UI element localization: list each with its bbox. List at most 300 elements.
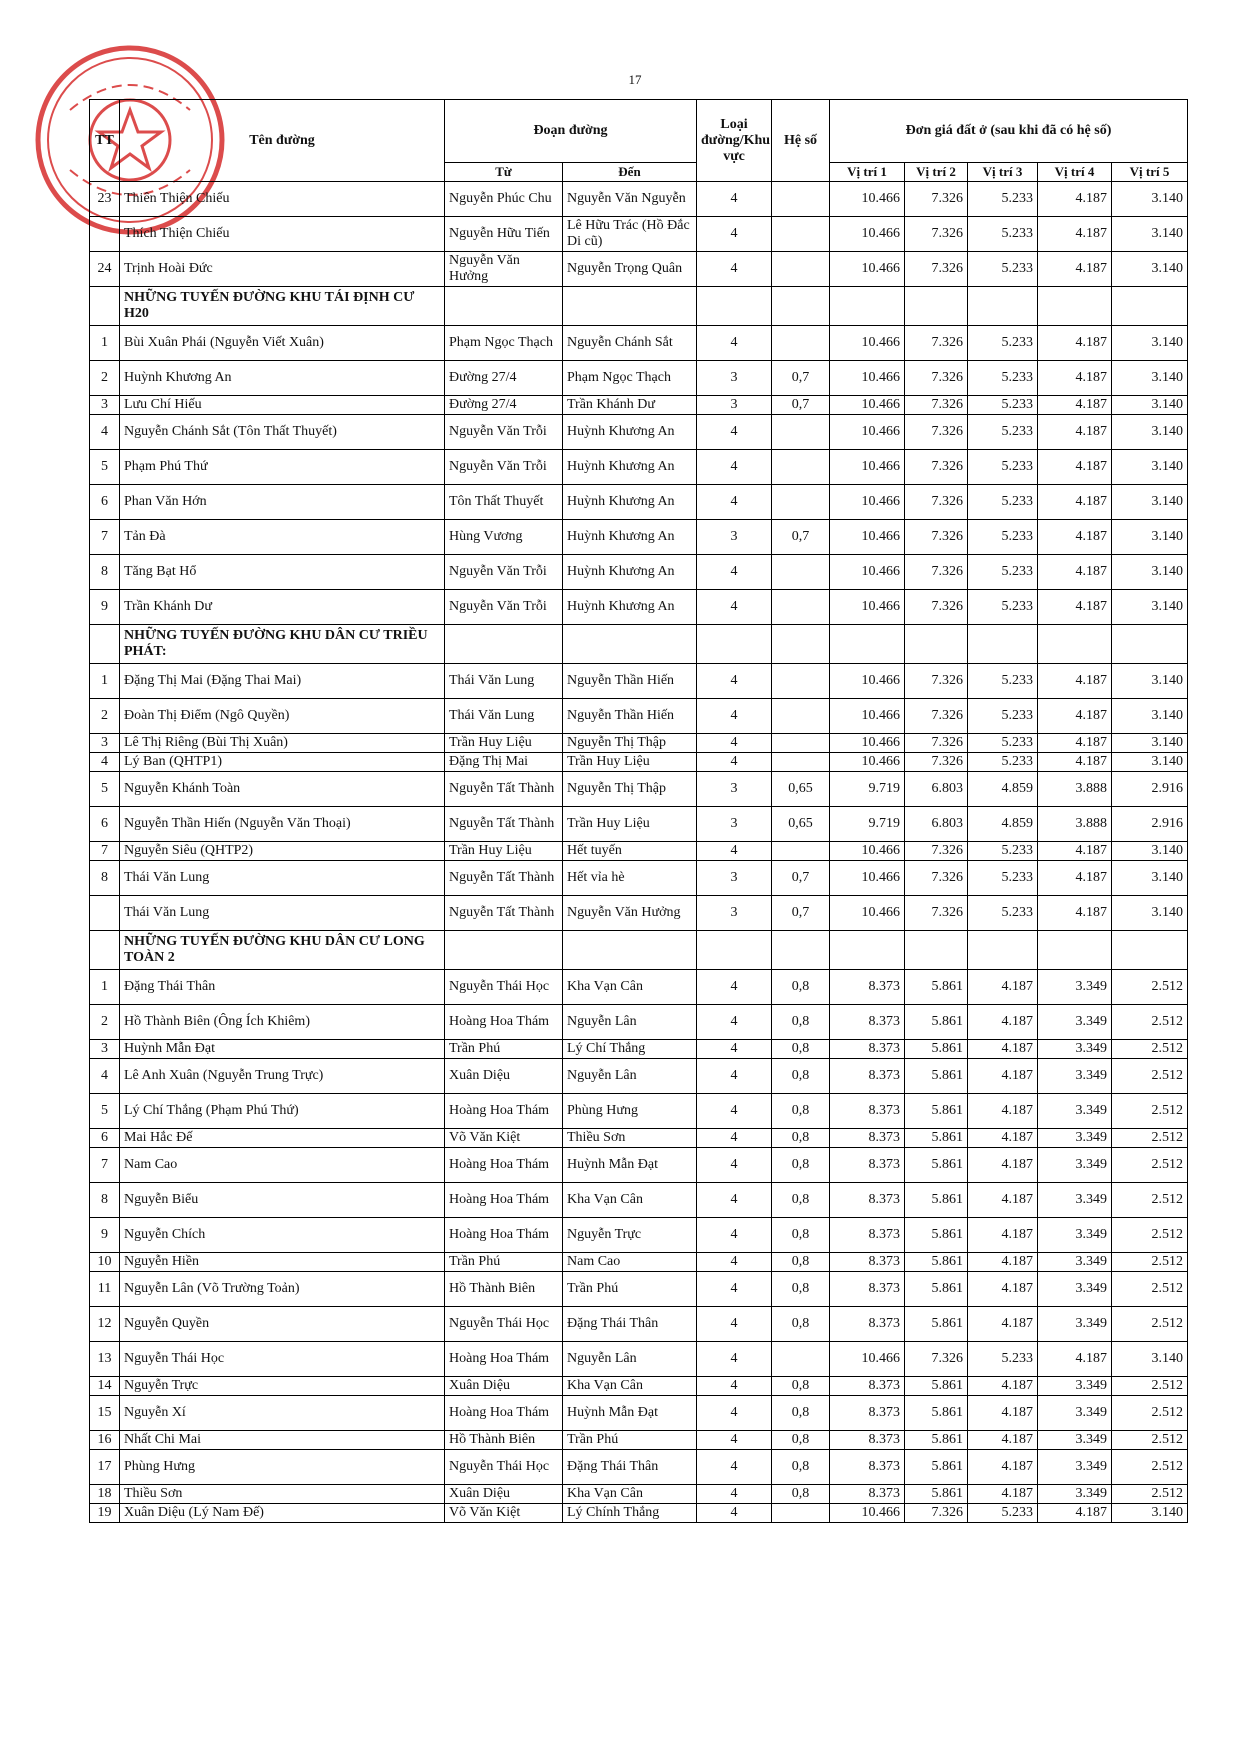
road-type: 3 bbox=[697, 807, 772, 842]
price-position-2: 5.861 bbox=[905, 1431, 968, 1450]
coefficient: 0,65 bbox=[772, 807, 830, 842]
header-segment: Đoạn đường bbox=[445, 100, 697, 163]
segment-from: Nguyễn Phúc Chu bbox=[445, 182, 563, 217]
segment-to: Kha Vạn Cân bbox=[563, 1377, 697, 1396]
price-position-4: 4.187 bbox=[1038, 217, 1112, 252]
segment-from: Hoàng Hoa Thám bbox=[445, 1183, 563, 1218]
price-position-1: 10.466 bbox=[830, 753, 905, 772]
price-position-1: 8.373 bbox=[830, 1396, 905, 1431]
table-row bbox=[90, 520, 1188, 555]
row-number: 7 bbox=[90, 842, 120, 861]
table-cell bbox=[830, 931, 905, 970]
price-position-5: 2.512 bbox=[1112, 1377, 1188, 1396]
street-name: Nguyễn Quyền bbox=[120, 1307, 445, 1342]
segment-to: Nguyễn Thị Thập bbox=[563, 734, 697, 753]
table-cell bbox=[830, 287, 905, 326]
price-position-5: 2.512 bbox=[1112, 1253, 1188, 1272]
price-position-4: 3.349 bbox=[1038, 1485, 1112, 1504]
table-row bbox=[90, 807, 1188, 842]
table-cell bbox=[968, 931, 1038, 970]
segment-to: Nam Cao bbox=[563, 1253, 697, 1272]
price-position-5: 3.140 bbox=[1112, 217, 1188, 252]
segment-to: Huỳnh Khương An bbox=[563, 520, 697, 555]
price-position-5: 3.140 bbox=[1112, 396, 1188, 415]
segment-to: Lý Chí Thắng bbox=[563, 1040, 697, 1059]
section-header-row bbox=[90, 625, 1188, 664]
segment-to: Kha Vạn Cân bbox=[563, 1183, 697, 1218]
segment-to: Nguyễn Văn Nguyễn bbox=[563, 182, 697, 217]
segment-from: Nguyễn Văn Trỗi bbox=[445, 555, 563, 590]
segment-from: Tôn Thất Thuyết bbox=[445, 485, 563, 520]
row-number: 1 bbox=[90, 326, 120, 361]
segment-to: Hết tuyến bbox=[563, 842, 697, 861]
table-row bbox=[90, 664, 1188, 699]
segment-from: Nguyễn Tất Thành bbox=[445, 896, 563, 931]
price-position-3: 5.233 bbox=[968, 415, 1038, 450]
section-title: NHỮNG TUYẾN ĐƯỜNG KHU TÁI ĐỊNH CƯ H20 bbox=[120, 287, 445, 326]
price-position-1: 10.466 bbox=[830, 1342, 905, 1377]
segment-from: Nguyễn Văn Trỗi bbox=[445, 590, 563, 625]
price-position-2: 5.861 bbox=[905, 1307, 968, 1342]
table-cell bbox=[697, 287, 772, 326]
price-position-4: 3.349 bbox=[1038, 1040, 1112, 1059]
row-number: 8 bbox=[90, 555, 120, 590]
street-name: Lê Thị Riêng (Bùi Thị Xuân) bbox=[120, 734, 445, 753]
segment-to: Nguyễn Thần Hiến bbox=[563, 699, 697, 734]
coefficient bbox=[772, 1504, 830, 1523]
row-number: 23 bbox=[90, 182, 120, 217]
price-position-3: 5.233 bbox=[968, 520, 1038, 555]
price-position-1: 10.466 bbox=[830, 396, 905, 415]
segment-to: Huỳnh Khương An bbox=[563, 485, 697, 520]
price-position-4: 3.888 bbox=[1038, 807, 1112, 842]
segment-from: Hoàng Hoa Thám bbox=[445, 1094, 563, 1129]
row-number: 2 bbox=[90, 699, 120, 734]
coefficient: 0,8 bbox=[772, 1396, 830, 1431]
street-name: Đặng Thị Mai (Đặng Thai Mai) bbox=[120, 664, 445, 699]
street-name: Nhất Chi Mai bbox=[120, 1431, 445, 1450]
price-position-3: 4.187 bbox=[968, 1396, 1038, 1431]
segment-from: Hùng Vương bbox=[445, 520, 563, 555]
coefficient: 0,7 bbox=[772, 361, 830, 396]
segment-from: Nguyễn Tất Thành bbox=[445, 807, 563, 842]
price-position-3: 4.187 bbox=[968, 1005, 1038, 1040]
coefficient bbox=[772, 485, 830, 520]
table-row bbox=[90, 1148, 1188, 1183]
price-position-3: 4.187 bbox=[968, 1431, 1038, 1450]
price-position-5: 3.140 bbox=[1112, 450, 1188, 485]
road-type: 3 bbox=[697, 772, 772, 807]
price-position-4: 4.187 bbox=[1038, 555, 1112, 590]
row-number: 15 bbox=[90, 1396, 120, 1431]
street-name: Thái Văn Lung bbox=[120, 861, 445, 896]
row-number: 8 bbox=[90, 1183, 120, 1218]
coefficient bbox=[772, 252, 830, 287]
segment-to: Huỳnh Mẫn Đạt bbox=[563, 1148, 697, 1183]
table-row bbox=[90, 415, 1188, 450]
table-row bbox=[90, 1431, 1188, 1450]
price-position-3: 5.233 bbox=[968, 361, 1038, 396]
price-position-2: 7.326 bbox=[905, 252, 968, 287]
street-name: Lý Ban (QHTP1) bbox=[120, 753, 445, 772]
price-position-5: 2.512 bbox=[1112, 1218, 1188, 1253]
price-position-1: 10.466 bbox=[830, 252, 905, 287]
price-position-4: 4.187 bbox=[1038, 520, 1112, 555]
row-number: 6 bbox=[90, 807, 120, 842]
coefficient: 0,8 bbox=[772, 1094, 830, 1129]
header-to: Đến bbox=[563, 163, 697, 182]
price-position-3: 5.233 bbox=[968, 326, 1038, 361]
table-row bbox=[90, 1183, 1188, 1218]
row-number: 13 bbox=[90, 1342, 120, 1377]
segment-to: Nguyễn Trực bbox=[563, 1218, 697, 1253]
price-position-1: 10.466 bbox=[830, 415, 905, 450]
price-position-1: 10.466 bbox=[830, 734, 905, 753]
price-position-4: 3.349 bbox=[1038, 1183, 1112, 1218]
price-position-4: 3.349 bbox=[1038, 1005, 1112, 1040]
row-number bbox=[90, 896, 120, 931]
price-position-4: 4.187 bbox=[1038, 842, 1112, 861]
row-number: 9 bbox=[90, 590, 120, 625]
table-row bbox=[90, 1504, 1188, 1523]
price-position-5: 3.140 bbox=[1112, 734, 1188, 753]
table-cell bbox=[772, 287, 830, 326]
price-position-4: 4.187 bbox=[1038, 182, 1112, 217]
price-position-3: 4.859 bbox=[968, 772, 1038, 807]
header-position-4: Vị trí 4 bbox=[1038, 163, 1112, 182]
price-position-2: 5.861 bbox=[905, 1129, 968, 1148]
table-cell bbox=[563, 625, 697, 664]
price-position-1: 8.373 bbox=[830, 1485, 905, 1504]
land-price-table bbox=[89, 99, 1188, 1523]
price-position-2: 7.326 bbox=[905, 182, 968, 217]
price-position-2: 5.861 bbox=[905, 1148, 968, 1183]
table-row bbox=[90, 1450, 1188, 1485]
coefficient: 0,8 bbox=[772, 970, 830, 1005]
segment-from: Hoàng Hoa Thám bbox=[445, 1396, 563, 1431]
road-type: 4 bbox=[697, 1377, 772, 1396]
street-name: Thích Thiện Chiếu bbox=[120, 217, 445, 252]
coefficient: 0,8 bbox=[772, 1450, 830, 1485]
street-name: Bùi Xuân Phái (Nguyễn Viết Xuân) bbox=[120, 326, 445, 361]
coefficient: 0,8 bbox=[772, 1148, 830, 1183]
table-row bbox=[90, 699, 1188, 734]
table-row bbox=[90, 485, 1188, 520]
row-number: 6 bbox=[90, 1129, 120, 1148]
price-position-4: 4.187 bbox=[1038, 861, 1112, 896]
table-cell bbox=[90, 931, 120, 970]
table-cell bbox=[1112, 625, 1188, 664]
price-position-3: 5.233 bbox=[968, 555, 1038, 590]
price-position-1: 10.466 bbox=[830, 450, 905, 485]
segment-to: Huỳnh Khương An bbox=[563, 590, 697, 625]
row-number: 9 bbox=[90, 1218, 120, 1253]
road-type: 3 bbox=[697, 520, 772, 555]
road-type: 4 bbox=[697, 217, 772, 252]
price-position-5: 2.512 bbox=[1112, 1059, 1188, 1094]
price-position-5: 2.512 bbox=[1112, 1094, 1188, 1129]
price-position-3: 5.233 bbox=[968, 734, 1038, 753]
section-title: NHỮNG TUYẾN ĐƯỜNG KHU DÂN CƯ TRIỀU PHÁT: bbox=[120, 625, 445, 664]
road-type: 4 bbox=[697, 1129, 772, 1148]
table-row bbox=[90, 450, 1188, 485]
price-position-2: 5.861 bbox=[905, 1183, 968, 1218]
road-type: 4 bbox=[697, 485, 772, 520]
price-position-5: 2.512 bbox=[1112, 1431, 1188, 1450]
price-position-2: 6.803 bbox=[905, 772, 968, 807]
table-row bbox=[90, 1307, 1188, 1342]
street-name: Trần Khánh Dư bbox=[120, 590, 445, 625]
road-type: 4 bbox=[697, 1059, 772, 1094]
segment-to: Nguyễn Lân bbox=[563, 1342, 697, 1377]
header-unit-price: Đơn giá đất ở (sau khi đã có hệ số) bbox=[830, 100, 1188, 163]
segment-from: Trần Phú bbox=[445, 1040, 563, 1059]
table-row bbox=[90, 1396, 1188, 1431]
table-row bbox=[90, 590, 1188, 625]
segment-from: Nguyễn Tất Thành bbox=[445, 772, 563, 807]
table-cell bbox=[772, 625, 830, 664]
price-position-2: 5.861 bbox=[905, 1450, 968, 1485]
price-position-3: 5.233 bbox=[968, 699, 1038, 734]
price-position-2: 5.861 bbox=[905, 1218, 968, 1253]
price-position-4: 4.187 bbox=[1038, 734, 1112, 753]
price-position-1: 10.466 bbox=[830, 520, 905, 555]
price-position-5: 3.140 bbox=[1112, 664, 1188, 699]
price-position-1: 10.466 bbox=[830, 590, 905, 625]
coefficient: 0,8 bbox=[772, 1218, 830, 1253]
header-road-type: Loại đường/Khu vực bbox=[697, 100, 772, 182]
price-position-1: 10.466 bbox=[830, 182, 905, 217]
road-type: 4 bbox=[697, 252, 772, 287]
row-number: 6 bbox=[90, 485, 120, 520]
segment-from: Trần Huy Liệu bbox=[445, 734, 563, 753]
table-cell bbox=[697, 625, 772, 664]
table-row bbox=[90, 1342, 1188, 1377]
price-position-2: 5.861 bbox=[905, 1272, 968, 1307]
price-position-2: 7.326 bbox=[905, 485, 968, 520]
street-name: Nguyễn Chích bbox=[120, 1218, 445, 1253]
segment-to: Trần Phú bbox=[563, 1431, 697, 1450]
table-row bbox=[90, 217, 1188, 252]
price-position-3: 4.187 bbox=[968, 1183, 1038, 1218]
price-position-5: 3.140 bbox=[1112, 842, 1188, 861]
coefficient bbox=[772, 217, 830, 252]
street-name: Nguyễn Biểu bbox=[120, 1183, 445, 1218]
section-header-row bbox=[90, 931, 1188, 970]
price-position-4: 4.187 bbox=[1038, 485, 1112, 520]
price-position-4: 3.349 bbox=[1038, 1396, 1112, 1431]
road-type: 4 bbox=[697, 1094, 772, 1129]
table-row bbox=[90, 1040, 1188, 1059]
price-position-1: 8.373 bbox=[830, 1272, 905, 1307]
price-position-4: 3.349 bbox=[1038, 1129, 1112, 1148]
table-row bbox=[90, 1218, 1188, 1253]
coefficient: 0,7 bbox=[772, 896, 830, 931]
street-name: Nguyễn Chánh Sắt (Tôn Thất Thuyết) bbox=[120, 415, 445, 450]
row-number: 7 bbox=[90, 520, 120, 555]
coefficient: 0,8 bbox=[772, 1431, 830, 1450]
price-position-2: 7.326 bbox=[905, 664, 968, 699]
table-cell bbox=[905, 287, 968, 326]
segment-from: Đặng Thị Mai bbox=[445, 753, 563, 772]
row-number: 4 bbox=[90, 753, 120, 772]
price-position-2: 7.326 bbox=[905, 396, 968, 415]
table-cell bbox=[90, 625, 120, 664]
price-position-2: 7.326 bbox=[905, 555, 968, 590]
price-position-5: 2.916 bbox=[1112, 772, 1188, 807]
price-position-3: 5.233 bbox=[968, 252, 1038, 287]
table-cell bbox=[968, 287, 1038, 326]
price-position-1: 8.373 bbox=[830, 1059, 905, 1094]
page-number: 17 bbox=[628, 72, 642, 87]
price-position-4: 3.349 bbox=[1038, 1094, 1112, 1129]
price-position-5: 3.140 bbox=[1112, 896, 1188, 931]
row-number: 10 bbox=[90, 1253, 120, 1272]
segment-from: Nguyễn Thái Học bbox=[445, 1450, 563, 1485]
segment-to: Huỳnh Mẫn Đạt bbox=[563, 1396, 697, 1431]
coefficient bbox=[772, 555, 830, 590]
street-name: Huỳnh Khương An bbox=[120, 361, 445, 396]
price-position-4: 3.349 bbox=[1038, 1450, 1112, 1485]
price-position-2: 7.326 bbox=[905, 217, 968, 252]
price-position-1: 8.373 bbox=[830, 1218, 905, 1253]
price-position-3: 5.233 bbox=[968, 450, 1038, 485]
road-type: 4 bbox=[697, 699, 772, 734]
segment-from: Hoàng Hoa Thám bbox=[445, 1342, 563, 1377]
street-name: Tăng Bạt Hổ bbox=[120, 555, 445, 590]
price-position-5: 3.140 bbox=[1112, 699, 1188, 734]
row-number: 3 bbox=[90, 396, 120, 415]
price-position-1: 8.373 bbox=[830, 1377, 905, 1396]
segment-to: Huỳnh Khương An bbox=[563, 555, 697, 590]
road-type: 4 bbox=[697, 1005, 772, 1040]
segment-to: Đặng Thái Thân bbox=[563, 1450, 697, 1485]
price-position-1: 9.719 bbox=[830, 807, 905, 842]
street-name: Nguyễn Siêu (QHTP2) bbox=[120, 842, 445, 861]
price-position-3: 4.187 bbox=[968, 1148, 1038, 1183]
price-position-1: 10.466 bbox=[830, 485, 905, 520]
road-type: 3 bbox=[697, 861, 772, 896]
street-name: Nguyễn Khánh Toàn bbox=[120, 772, 445, 807]
segment-from: Võ Văn Kiệt bbox=[445, 1504, 563, 1523]
price-position-3: 4.859 bbox=[968, 807, 1038, 842]
row-number: 7 bbox=[90, 1148, 120, 1183]
price-position-1: 10.466 bbox=[830, 896, 905, 931]
price-position-1: 10.466 bbox=[830, 361, 905, 396]
coefficient bbox=[772, 450, 830, 485]
row-number: 24 bbox=[90, 252, 120, 287]
segment-to: Trần Huy Liệu bbox=[563, 753, 697, 772]
road-type: 4 bbox=[697, 415, 772, 450]
row-number: 1 bbox=[90, 664, 120, 699]
price-position-4: 3.349 bbox=[1038, 1253, 1112, 1272]
row-number: 14 bbox=[90, 1377, 120, 1396]
road-type: 4 bbox=[697, 753, 772, 772]
price-position-3: 5.233 bbox=[968, 396, 1038, 415]
table-cell bbox=[445, 931, 563, 970]
header-coefficient: Hệ số bbox=[772, 100, 830, 182]
price-position-1: 10.466 bbox=[830, 555, 905, 590]
segment-to: Nguyễn Văn Hưởng bbox=[563, 896, 697, 931]
coefficient bbox=[772, 415, 830, 450]
section-header-row bbox=[90, 287, 1188, 326]
price-position-1: 8.373 bbox=[830, 1431, 905, 1450]
street-name: Huỳnh Mẫn Đạt bbox=[120, 1040, 445, 1059]
price-position-2: 7.326 bbox=[905, 326, 968, 361]
coefficient: 0,8 bbox=[772, 1059, 830, 1094]
price-position-1: 8.373 bbox=[830, 1148, 905, 1183]
segment-to: Nguyễn Trọng Quân bbox=[563, 252, 697, 287]
segment-from: Nguyễn Văn Trỗi bbox=[445, 415, 563, 450]
table-row bbox=[90, 396, 1188, 415]
road-type: 4 bbox=[697, 555, 772, 590]
row-number bbox=[90, 217, 120, 252]
table-row bbox=[90, 861, 1188, 896]
price-position-3: 4.187 bbox=[968, 1094, 1038, 1129]
header-tt: TT bbox=[90, 100, 120, 182]
segment-from: Đường 27/4 bbox=[445, 396, 563, 415]
price-position-4: 4.187 bbox=[1038, 361, 1112, 396]
price-position-5: 3.140 bbox=[1112, 590, 1188, 625]
price-position-3: 5.233 bbox=[968, 753, 1038, 772]
segment-to: Kha Vạn Cân bbox=[563, 970, 697, 1005]
table-cell bbox=[905, 931, 968, 970]
row-number: 4 bbox=[90, 1059, 120, 1094]
price-position-2: 7.326 bbox=[905, 1504, 968, 1523]
road-type: 4 bbox=[697, 326, 772, 361]
price-position-2: 7.326 bbox=[905, 590, 968, 625]
row-number: 4 bbox=[90, 415, 120, 450]
price-position-5: 2.512 bbox=[1112, 970, 1188, 1005]
price-position-4: 3.349 bbox=[1038, 1431, 1112, 1450]
street-name: Nguyễn Thần Hiến (Nguyễn Văn Thoại) bbox=[120, 807, 445, 842]
segment-from: Thái Văn Lung bbox=[445, 699, 563, 734]
segment-to: Phùng Hưng bbox=[563, 1094, 697, 1129]
price-position-3: 5.233 bbox=[968, 217, 1038, 252]
price-position-2: 7.326 bbox=[905, 861, 968, 896]
header-position-1: Vị trí 1 bbox=[830, 163, 905, 182]
row-number: 3 bbox=[90, 734, 120, 753]
table-body bbox=[90, 182, 1188, 1523]
road-type: 4 bbox=[697, 970, 772, 1005]
table-row bbox=[90, 361, 1188, 396]
coefficient: 0,8 bbox=[772, 1040, 830, 1059]
row-number: 2 bbox=[90, 361, 120, 396]
road-type: 4 bbox=[697, 1431, 772, 1450]
price-position-2: 5.861 bbox=[905, 1059, 968, 1094]
street-name: Phan Văn Hớn bbox=[120, 485, 445, 520]
table-row bbox=[90, 896, 1188, 931]
row-number: 17 bbox=[90, 1450, 120, 1485]
table-cell bbox=[1038, 287, 1112, 326]
header-from: Từ bbox=[445, 163, 563, 182]
segment-from: Phạm Ngọc Thạch bbox=[445, 326, 563, 361]
street-name: Phùng Hưng bbox=[120, 1450, 445, 1485]
coefficient: 0,8 bbox=[772, 1307, 830, 1342]
street-name: Hồ Thành Biên (Ông Ích Khiêm) bbox=[120, 1005, 445, 1040]
price-position-1: 8.373 bbox=[830, 970, 905, 1005]
price-position-4: 4.187 bbox=[1038, 450, 1112, 485]
header-position-5: Vị trí 5 bbox=[1112, 163, 1188, 182]
coefficient: 0,8 bbox=[772, 1485, 830, 1504]
street-name: Nguyễn Hiền bbox=[120, 1253, 445, 1272]
segment-to: Nguyễn Thần Hiến bbox=[563, 664, 697, 699]
segment-to: Kha Vạn Cân bbox=[563, 1485, 697, 1504]
price-position-3: 4.187 bbox=[968, 1307, 1038, 1342]
segment-to: Trần Huy Liệu bbox=[563, 807, 697, 842]
price-position-5: 2.512 bbox=[1112, 1129, 1188, 1148]
table-row bbox=[90, 1059, 1188, 1094]
